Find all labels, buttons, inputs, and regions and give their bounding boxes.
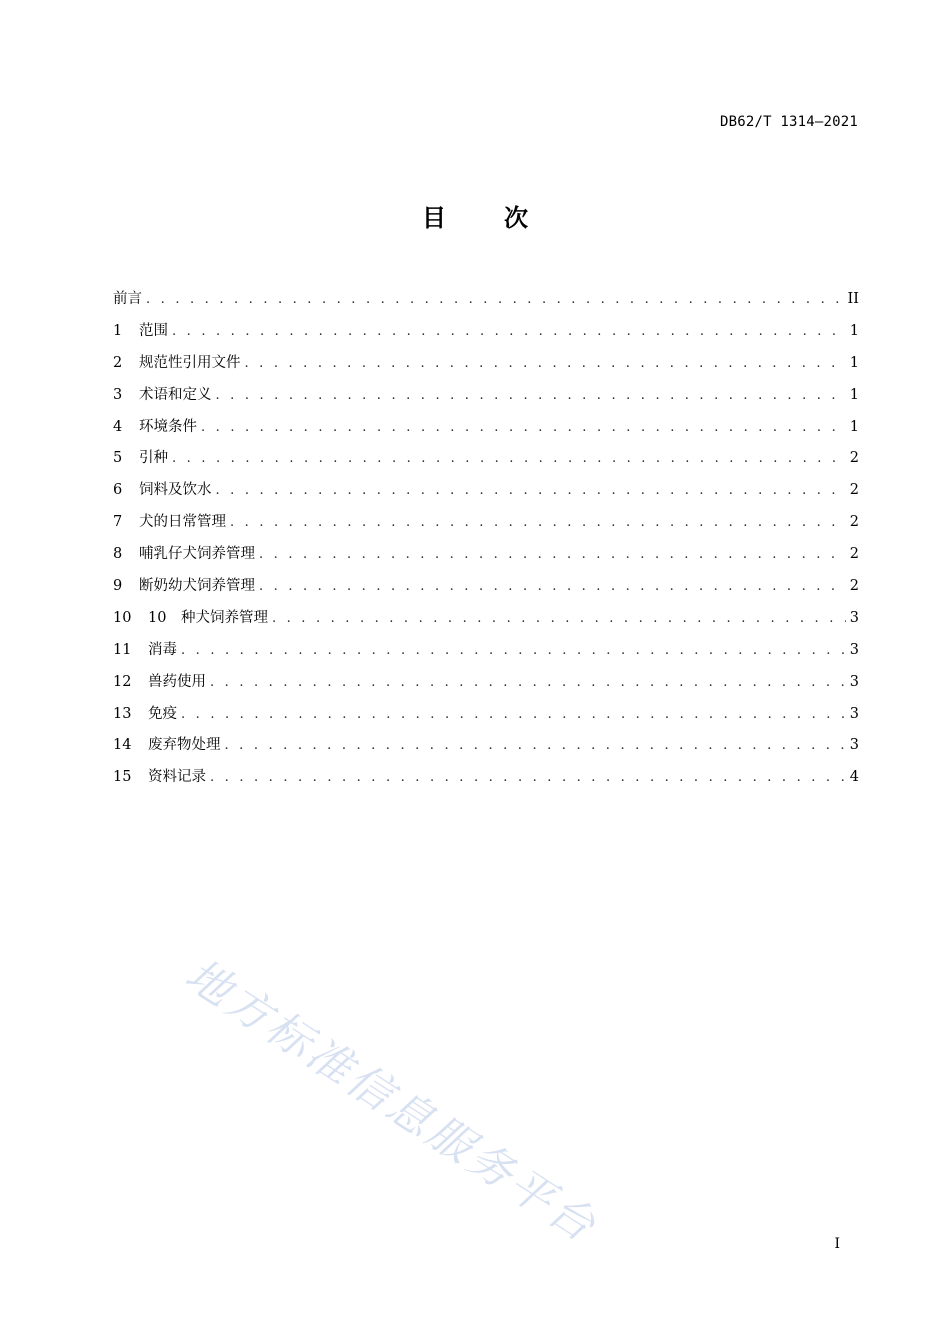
toc-entry-3[interactable] xyxy=(113,384,859,416)
toc-entry-6[interactable] xyxy=(113,479,859,511)
toc-entry-5[interactable] xyxy=(113,447,859,479)
toc-entry-page: 1 xyxy=(849,418,859,435)
toc-entry-label: 前言 xyxy=(113,291,142,307)
toc-leader-dots xyxy=(259,576,846,598)
toc-leader-dots xyxy=(201,417,846,439)
toc-entry-8[interactable] xyxy=(113,543,859,575)
watermark: 地方标准信息服务平台 xyxy=(176,949,607,1254)
toc-leader-dots xyxy=(172,448,846,470)
document-code: DB62/T 1314—2021 xyxy=(719,114,858,130)
toc-entry-page: 3 xyxy=(849,673,859,690)
toc-entry-10[interactable] xyxy=(113,607,859,639)
toc-entry-page: 3 xyxy=(849,737,859,754)
toc-entry-1[interactable] xyxy=(113,320,859,352)
toc-entry-7[interactable] xyxy=(113,511,859,543)
toc-leader-dots xyxy=(146,289,844,311)
toc-entry-number: 8 xyxy=(113,546,123,563)
toc-entry-number: 2 xyxy=(113,354,123,371)
toc-entry-number: 11 xyxy=(113,641,132,658)
toc-entry-number: 12 xyxy=(113,673,132,690)
toc-entry-label: 环境条件 xyxy=(139,418,197,435)
toc-entry-14[interactable] xyxy=(113,734,859,766)
toc-entry-page: 2 xyxy=(849,514,859,531)
toc-entry-label: 饲料及饮水 xyxy=(139,482,212,499)
toc-entry-label: 免疫 xyxy=(148,705,177,722)
toc-entry-number: 1 xyxy=(113,322,123,339)
toc-entry-15[interactable] xyxy=(113,766,859,798)
toc-leader-dots xyxy=(230,512,846,534)
toc-leader-dots xyxy=(216,385,846,407)
toc-leader-dots xyxy=(216,480,846,502)
toc-entry-page: 1 xyxy=(849,354,859,371)
toc-entry-label: 犬的日常管理 xyxy=(139,514,226,531)
toc-entry-foreword[interactable] xyxy=(113,288,859,320)
toc-leader-dots xyxy=(245,353,846,375)
toc-entry-page: 2 xyxy=(849,482,859,499)
toc-entry-label: 术语和定义 xyxy=(139,386,212,403)
toc-entry-page: 3 xyxy=(849,609,859,626)
toc-leader-dots xyxy=(225,735,846,757)
toc-entry-number: 3 xyxy=(113,386,123,403)
toc-entry-12[interactable] xyxy=(113,671,859,703)
page-title-char-1: 目 xyxy=(422,204,446,232)
toc-entry-9[interactable] xyxy=(113,575,859,607)
toc-entry-page: 3 xyxy=(849,705,859,722)
toc-entry-page: II xyxy=(847,291,859,307)
toc-entry-number: 14 xyxy=(113,737,132,754)
toc-entry-label: 资料记录 xyxy=(148,769,206,786)
toc-leader-dots xyxy=(181,704,846,726)
toc-entry-2[interactable] xyxy=(113,352,859,384)
toc-entry-number: 7 xyxy=(113,514,123,531)
toc-entry-number: 13 xyxy=(113,705,132,722)
table-of-contents xyxy=(113,288,859,798)
toc-entry-page: 3 xyxy=(849,641,859,658)
toc-entry-label: 引种 xyxy=(139,450,168,467)
toc-entry-13[interactable] xyxy=(113,703,859,735)
toc-entry-number: 10 xyxy=(113,609,132,626)
page-title-char-2: 次 xyxy=(504,204,528,232)
toc-entry-page: 2 xyxy=(849,546,859,563)
toc-entry-number: 4 xyxy=(113,418,123,435)
toc-entry-number: 5 xyxy=(113,450,123,467)
toc-entry-number: 6 xyxy=(113,482,123,499)
toc-leader-dots xyxy=(181,640,846,662)
toc-entry-page: 4 xyxy=(849,769,859,786)
toc-entry-label: 兽药使用 xyxy=(148,673,206,690)
toc-entry-4[interactable] xyxy=(113,416,859,448)
toc-entry-page: 1 xyxy=(849,322,859,339)
toc-leader-dots xyxy=(172,321,846,343)
toc-entry-label: 消毒 xyxy=(148,641,177,658)
toc-entry-label: 范围 xyxy=(139,322,168,339)
toc-leader-dots xyxy=(210,767,846,789)
toc-entry-label: 断奶幼犬饲养管理 xyxy=(139,578,255,595)
toc-entry-label: 废弃物处理 xyxy=(148,737,221,754)
toc-entry-page: 2 xyxy=(849,578,859,595)
toc-entry-label: 规范性引用文件 xyxy=(139,354,241,371)
toc-entry-label: 10 种犬饲养管理 xyxy=(148,609,268,626)
toc-entry-label: 哺乳仔犬饲养管理 xyxy=(139,546,255,563)
toc-entry-number: 9 xyxy=(113,578,123,595)
toc-leader-dots xyxy=(210,672,846,694)
toc-leader-dots xyxy=(272,608,846,630)
page-title xyxy=(0,198,950,233)
toc-entry-page: 2 xyxy=(849,450,859,467)
toc-entry-11[interactable] xyxy=(113,639,859,671)
page-number: I xyxy=(834,1236,840,1252)
toc-entry-page: 1 xyxy=(849,386,859,403)
toc-entry-number: 15 xyxy=(113,769,132,786)
toc-leader-dots xyxy=(259,544,846,566)
